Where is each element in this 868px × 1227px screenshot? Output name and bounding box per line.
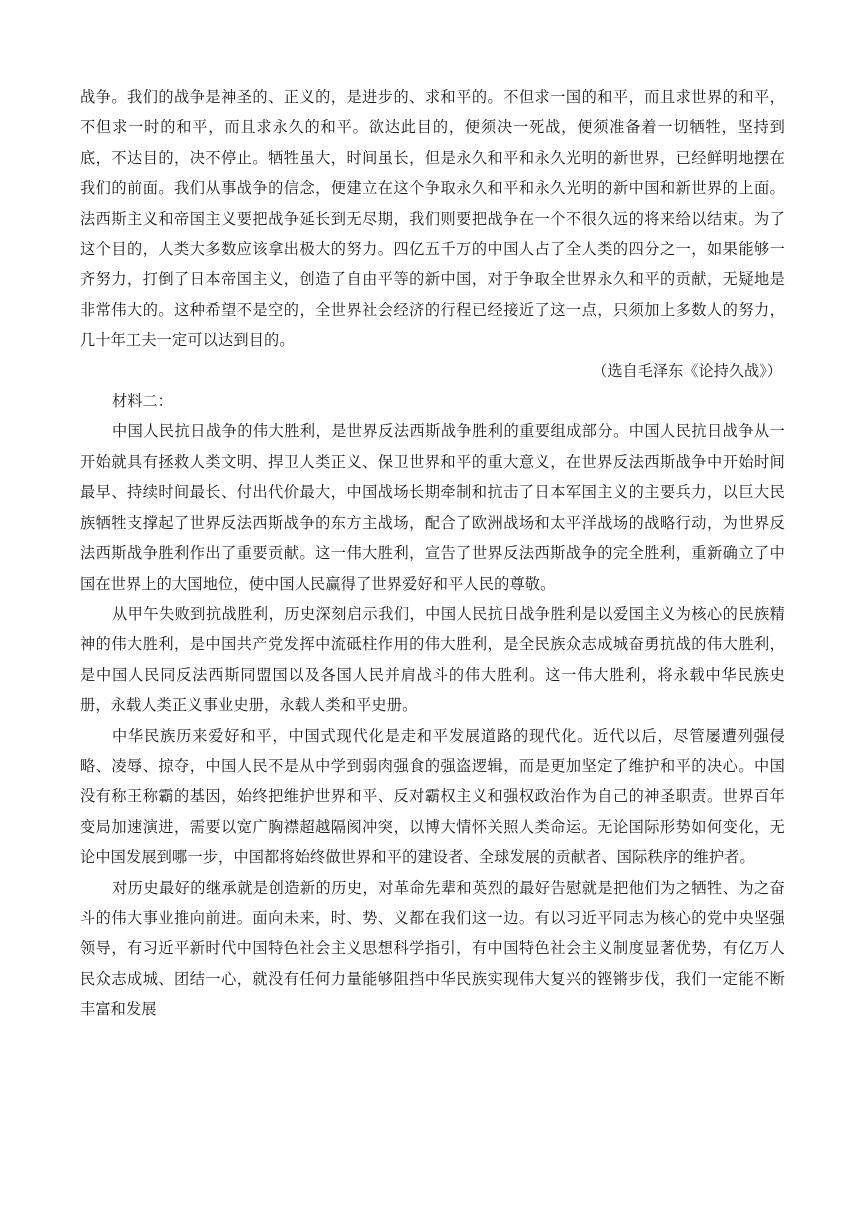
paragraph-victory-significance: 中国人民抗日战争的伟大胜利，是世界反法西斯战争胜利的重要组成部分。中国人民抗日战争从一开始就具有拯救人类文明、捍卫人类正义、保卫世界和平的重大意义，在世界反法西斯战争中开始时间最早、持续时间最长、付出代价最大，中国战场长期牵制和抗击了日本军国主义的主要兵力，以巨大民族牺牲支撑起了世界反法西斯战争的东方主战场，配合了欧洲战场和太平洋战场的战略行动，为世界反法西斯战争胜利作出了重要贡献。这一伟大胜利，宣告了世界反法西斯战争的完全胜利，重新确立了中国在世界上的大国地位，使中国人民赢得了世界爱好和平人民的尊敬。 — [80, 422, 785, 593]
source-citation: （选自毛泽东《论持久战》） — [592, 361, 782, 380]
paragraph-peaceful-development: 中华民族历来爱好和平，中国式现代化是走和平发展道路的现代化。近代以后，尽管屡遭列强侵略、凌辱、掠夺，中国人民不是从中学到弱肉强食的强盗逻辑，而是更加坚定了维护和平的决心。中国没有称王称霸的基因，始终把维护世界和平、反对霸权主义和强权政治作为自己的神圣职责。世界百年变局加速演进，需要以宽广胸襟超越隔阂冲突，以博大情怀关照人类命运。无论国际形势如何变化，无论中国发展到哪一步，中国都将始终做世界和平的建设者、全球发展的贡献者、国际秩序的维护者。 — [80, 726, 785, 867]
paragraph-material-one-continued: 战争。我们的战争是神圣的、正义的，是进步的、求和平的。不但求一国的和平，而且求世界的和平，不但求一时的和平，而且求永久的和平。欲达此目的，便须决一死战，便须准备着一切牺牲，坚持到底，不达目的，决不停止。牺牲虽大，时间虽长，但是永久和平和永久光明的新世界，已经鲜明地摆在我们的前面。我们从事战争的信念，便建立在这个争取永久和平和永久光明的新中国和新世界的上面。法西斯主义和帝国主义要把战争延长到无尽期，我们则要把战争在一个不很久远的将来给以结束。为了这个目的，人类大多数应该拿出极大的努力。四亿五千万的中国人占了全人类的四分之一，如果能够一齐努力，打倒了日本帝国主义，创造了自由平等的新中国，对于争取全世界永久和平的贡献，无疑地是非常伟大的。这种希望不是空的，全世界社会经济的行程已经接近了这一点，只须加上多数人的努力，几十年工夫一定可以达到目的。 — [80, 88, 785, 350]
paragraph-historical-lessons: 从甲午失败到抗战胜利，历史深刻启示我们，中国人民抗日战争胜利是以爱国主义为核心的民族精神的伟大胜利，是中国共产党发挥中流砥柱作用的伟大胜利，是全民族众志成城奋勇抗战的伟大胜利，是中国人民同反法西斯同盟国以及各国人民并肩战斗的伟大胜利。这一伟大胜利，将永载中华民族史册，永载人类正义事业史册，永载人类和平史册。 — [80, 604, 785, 715]
paragraph-future-outlook: 对历史最好的继承就是创造新的历史，对革命先辈和英烈的最好告慰就是把他们为之牺牲、为之奋斗的伟大事业推向前进。面向未来，时、势、义都在我们这一边。有以习近平同志为核心的党中央坚强领导，有习近平新时代中国特色社会主义思想科学指引，有中国特色社会主义制度显著优势，有亿万人民众志成城、团结一心，就没有任何力量能够阻挡中华民族实现伟大复兴的铿锵步伐，我们一定能不断丰富和发展 — [80, 878, 785, 1019]
material-two-label: 材料二： — [112, 392, 173, 411]
document-page — [80, 82, 785, 1025]
